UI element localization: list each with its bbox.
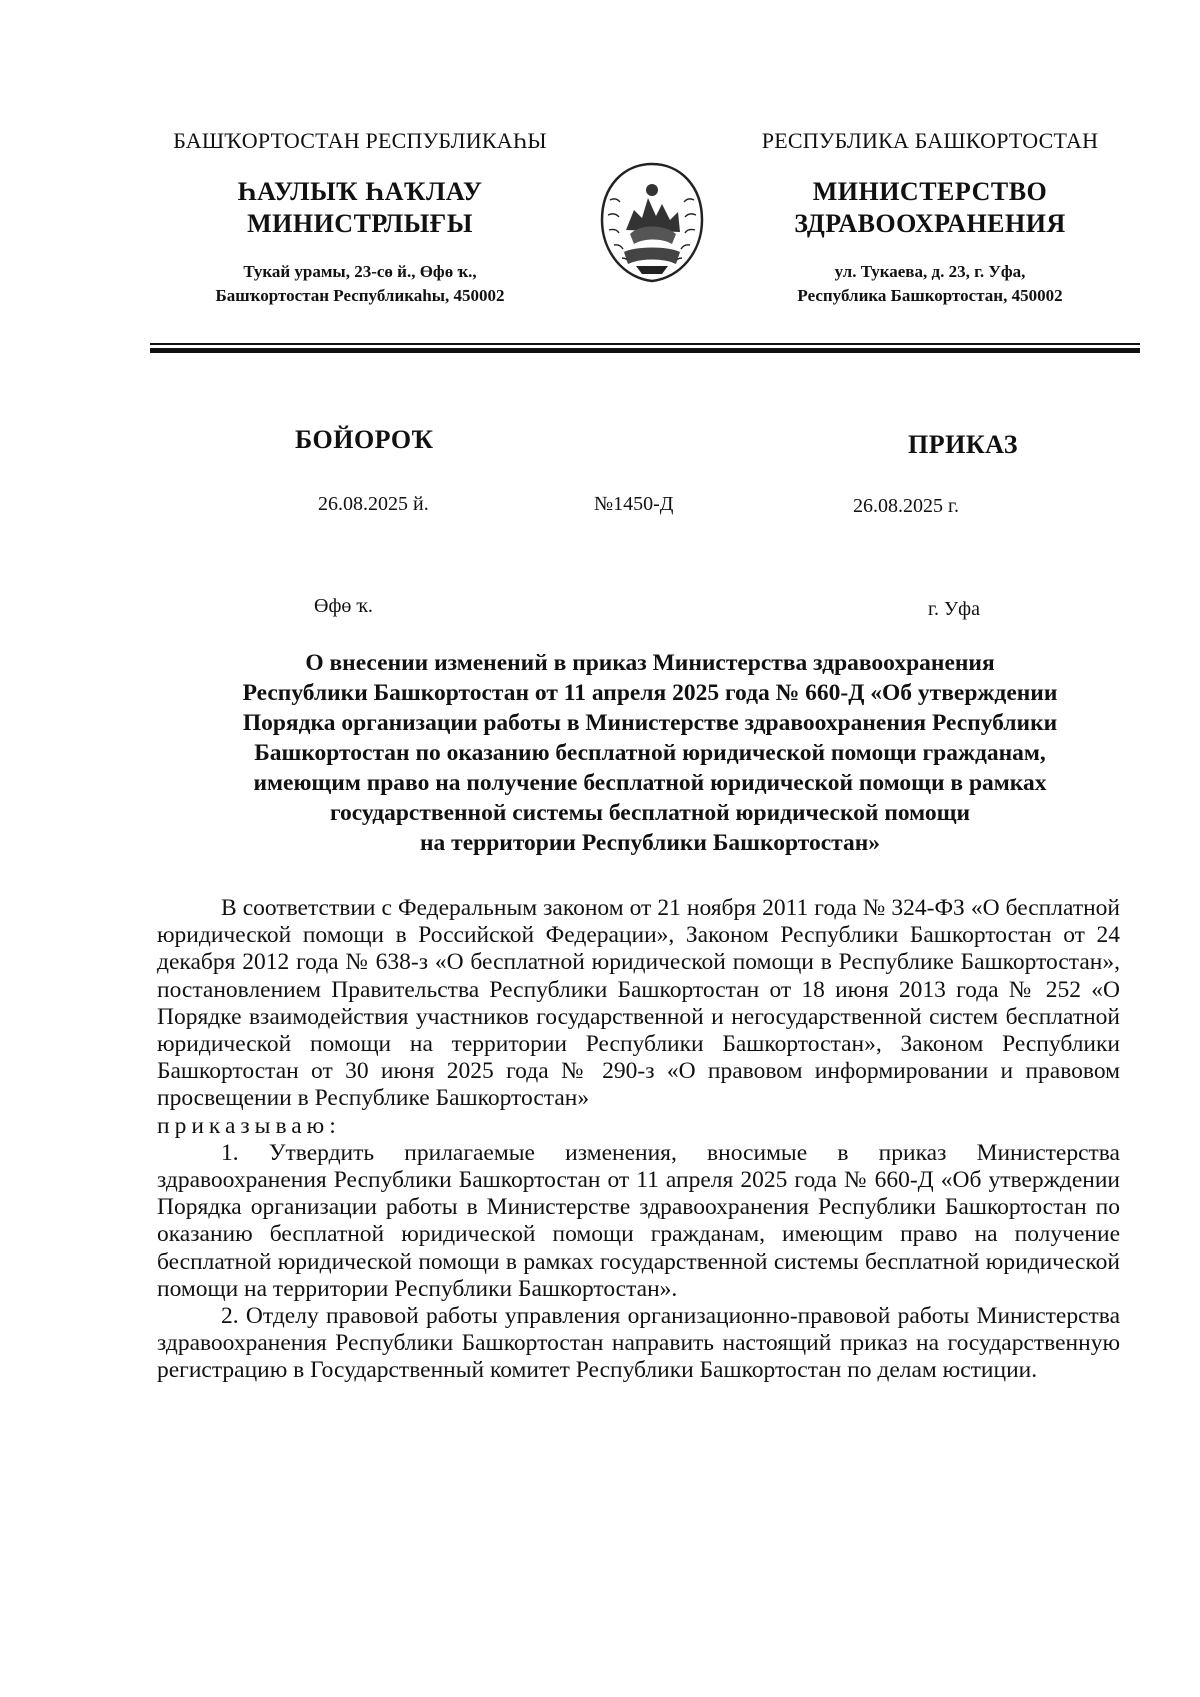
title-line: О внесении изменений в приказ Министерства здравоохранения bbox=[305, 650, 995, 676]
city-russian: г. Уфа bbox=[928, 598, 980, 620]
address-bashkir-line2: Башҡортостан Республикаһы, 450002 bbox=[215, 286, 505, 305]
city-bashkir: Өфө ҡ. bbox=[314, 595, 373, 617]
republic-name-bashkir: БАШҠОРТОСТАН РЕСПУБЛИКАҺЫ bbox=[173, 128, 547, 153]
title-line: имеющим право на получение бесплатной юридической помощи в рамках bbox=[253, 770, 1047, 796]
ministry-name-bashkir-line2: МИНИСТРЛЫҒЫ bbox=[247, 209, 473, 238]
order-item-2: 2. Отделу правовой работы управления организационно-правовой работы Министерства здравоохранения Республики Башкортостан направить настоящий приказ на государственную регистрацию в Государственный комитет Республики Башкортостан по делам юстиции. bbox=[157, 1303, 1120, 1384]
header-divider-thick bbox=[150, 348, 1140, 353]
address-bashkir-line1: Тукай урамы, 23-сө й., Өфө ҡ., bbox=[243, 262, 477, 281]
preamble-paragraph: В соответствии с Федеральным законом от 21 ноября 2011 года № 324-ФЗ «О бесплатной юридической помощи в Российской Федерации», Законом Республики Башкортостан от 24 декабря 2012 года № 638-з «О бесплатной юридической помощи в Республике Башкортостан», постановлением Правительства Республики Башкортостан от 18 июня 2013 года № 252 «О Порядке взаимодействия участников государственной и негосударственной систем бесплатной юридической помощи на территории Республики Башкортостан», Законом Республики Башкортостан от 30 июня 2025 года № 290-з «О правовом информировании и правовом просвещении в Республике Башкортостан» bbox=[157, 895, 1120, 1112]
title-line: Башкортостан по оказанию бесплатной юридической помощи гражданам, bbox=[254, 740, 1046, 766]
order-date-russian: 26.08.2025 г. bbox=[853, 495, 959, 517]
order-item-1: 1. Утвердить прилагаемые изменения, вносимые в приказ Министерства здравоохранения Республики Башкортостан от 11 апреля 2025 года № 660-Д «Об утверждении Порядка организации работы в Министерстве здравоохранения Республики Башкортостан по оказанию бесплатной юридической помощи гражданам, имеющим право на получение бесплатной юридической помощи в рамках государственной системы бесплатной юридической помощи на территории Республики Башкортостан». bbox=[157, 1139, 1120, 1302]
doc-type-bashkir: БОЙОРОҠ bbox=[295, 425, 434, 454]
title-line: на территории Республики Башкортостан» bbox=[420, 830, 880, 856]
ministry-name-russian-line2: ЗДРАВООХРАНЕНИЯ bbox=[794, 209, 1066, 238]
order-number: №1450-Д bbox=[594, 493, 674, 515]
address-russian-line2: Республика Башкортостан, 450002 bbox=[797, 286, 1063, 305]
order-title bbox=[160, 648, 1140, 858]
order-word: приказываю: bbox=[157, 1112, 341, 1139]
ministry-name-bashkir-line1: ҺАУЛЫҠ ҺАҠЛАУ bbox=[237, 177, 483, 206]
header-right bbox=[720, 128, 1140, 308]
header-divider-thin bbox=[150, 343, 1140, 345]
title-line: Порядка организации работы в Министерстве здравоохранения Республики bbox=[242, 710, 1058, 736]
order-date-bashkir: 26.08.2025 й. bbox=[318, 493, 429, 515]
doc-type-russian: ПРИКАЗ bbox=[908, 430, 1019, 459]
republic-name-russian: РЕСПУБЛИКА БАШКОРТОСТАН bbox=[761, 128, 1099, 153]
coat-of-arms-emblem-icon bbox=[596, 160, 708, 285]
title-line: Республики Башкортостан от 11 апреля 2025 года № 660-Д «Об утверждении bbox=[242, 680, 1058, 706]
ministry-name-russian-line1: МИНИСТЕРСТВО bbox=[812, 177, 1048, 206]
header-left bbox=[150, 128, 570, 308]
address-russian-line1: ул. Тукаева, д. 23, г. Уфа, bbox=[834, 262, 1026, 281]
order-body bbox=[157, 895, 1120, 1385]
title-line: государственной системы бесплатной юридической помощи bbox=[329, 800, 971, 826]
